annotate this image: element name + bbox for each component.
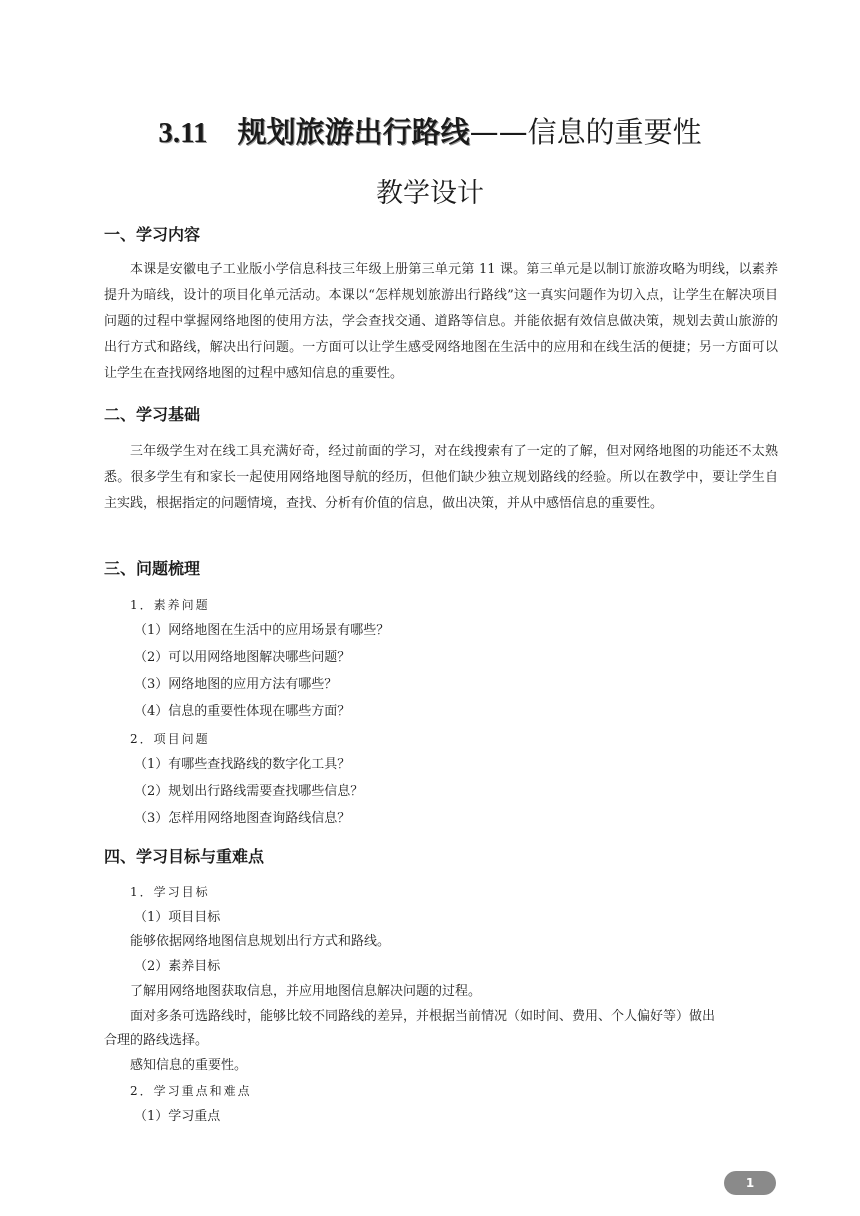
objective-subheading-1: （1）项目目标	[134, 910, 221, 925]
section-heading-1: 一、学习内容	[104, 225, 201, 244]
document-title	[0, 110, 860, 155]
section-paragraph-1: 本课是安徽电子工业版小学信息科技三年级上册第三单元第 11 课。第三单元是以制订旅游攻略为明线，以素养提升为暗线，设计的项目化单元活动。本课以“怎样规划旅游出行路线”这一真实问题作为切入点，让学生在解决项目问题的过程中掌握网络地图的使用方法，学会查找交通、道路等信息。并能依据有效信息做决策，规划去黄山旅游的出行方式和路线，解决出行问题。一方面可以让学生感受网络地图在生活中的应用和在线生活的便捷；另一方面可以让学生在查找网络地图的过程中感知信息的重要性。	[104, 262, 778, 381]
question-item: （3）怎样用网络地图查询路线信息？	[134, 811, 351, 826]
objective-text: 感知信息的重要性。	[130, 1058, 248, 1073]
question-group-title-2: 2．项目问题	[130, 732, 210, 746]
lesson-subtitle: 信息的重要性	[527, 115, 702, 149]
key-points-title: 2．学习重点和难点	[130, 1084, 252, 1098]
document-subtitle: 教学设计	[376, 178, 484, 209]
key-points-subheading: （1）学习重点	[134, 1109, 221, 1124]
objectives-title: 1．学习目标	[130, 885, 210, 899]
objective-text: 面对多条可选路线时，能够比较不同路线的差异，并根据当前情况（如时间、费用、个人偏好等）做出	[130, 1009, 716, 1024]
objective-subheading-2: （2）素养目标	[134, 959, 221, 974]
question-group-title-1: 1．素养问题	[130, 598, 210, 612]
objective-text-continued: 合理的路线选择。	[104, 1033, 209, 1048]
page-number-badge: 1	[724, 1171, 776, 1195]
question-item: （2）可以用网络地图解决哪些问题？	[134, 650, 351, 665]
question-item: （3）网络地图的应用方法有哪些？	[134, 677, 338, 692]
section-heading-2: 二、学习基础	[104, 405, 201, 424]
section-paragraph-2: 三年级学生对在线工具充满好奇，经过前面的学习，对在线搜索有了一定的了解，但对网络地图的功能还不太熟悉。很多学生有和家长一起使用网络地图导航的经历，但他们缺少独立规划路线的经验。所以在教学中，要让学生自主实践，根据指定的问题情境，查找、分析有价值的信息，做出决策，并从中感悟信息的重要性。	[104, 444, 778, 511]
objective-text: 了解用网络地图获取信息，并应用地图信息解决问题的过程。	[130, 984, 482, 999]
lesson-title: 规划旅游出行路线	[237, 115, 470, 149]
lesson-number: 3.11	[158, 117, 208, 149]
question-item: （1）有哪些查找路线的数字化工具？	[134, 757, 351, 772]
title-dash: ——	[469, 115, 528, 149]
question-item: （1）网络地图在生活中的应用场景有哪些？	[134, 623, 390, 638]
objective-text: 能够依据网络地图信息规划出行方式和路线。	[130, 934, 391, 949]
question-item: （4）信息的重要性体现在哪些方面？	[134, 704, 351, 719]
section-heading-4: 四、学习目标与重难点	[104, 847, 265, 866]
question-item: （2）规划出行路线需要查找哪些信息？	[134, 784, 364, 799]
section-heading-3: 三、问题梳理	[104, 559, 201, 578]
